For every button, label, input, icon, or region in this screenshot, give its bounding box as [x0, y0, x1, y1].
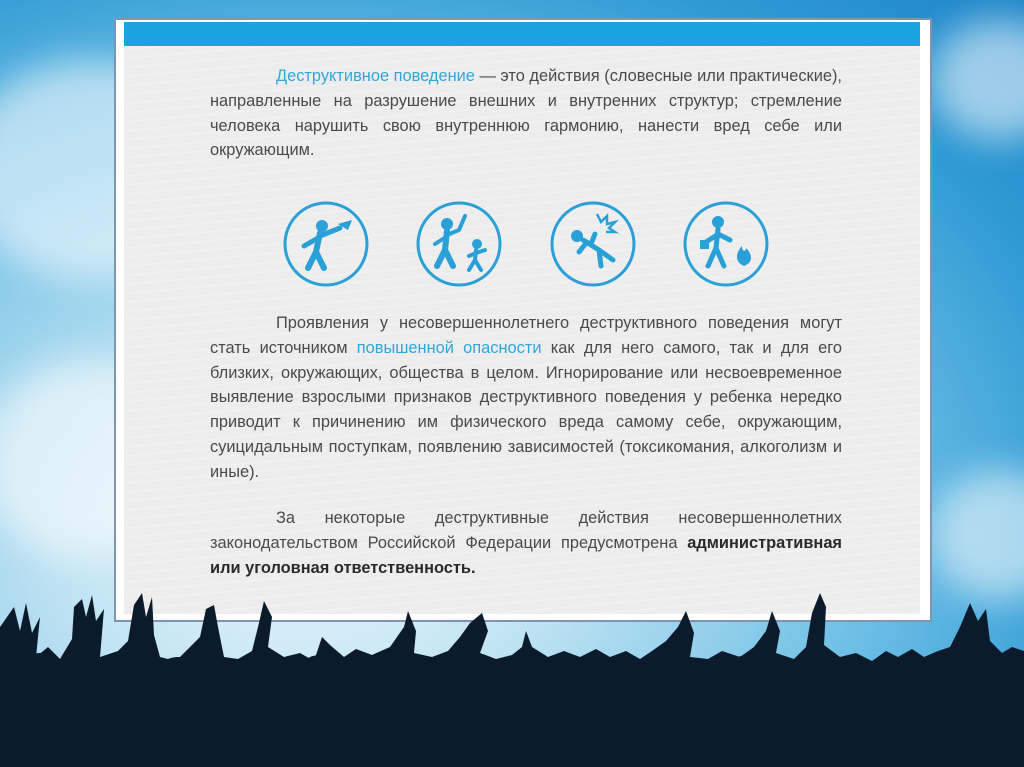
liability-bold-text: административная или уголовная ответственность. — [210, 533, 842, 577]
term-highlight: Деструктивное поведение — [276, 67, 475, 85]
behavior-icons — [274, 200, 794, 300]
consequences-text-end: как для него самого, так и для его близких, окружающих, общества в целом. Игнорирование или несвоевременное выявление взрослыми признаков деструктивного поведения у ребенка нередко приводит к причинению им физического вреда самому себе, окружающим, суицидальным поступкам, появлению зависимостей (токсикомания, алкоголизм и иные). — [210, 338, 842, 481]
definition-paragraph — [210, 64, 842, 163]
adult-chasing-child-icon — [415, 200, 503, 288]
definition-text: — это действия (словесные или практические), направленные на разрушение внешних и внутренних структур; стремление человека нарушить свою внутреннюю гармонию, нанести вред себе или окружающим. — [210, 67, 842, 160]
background-cloud — [930, 470, 1024, 600]
danger-highlight: повышенной опасности — [356, 338, 542, 357]
crowd-silhouette — [0, 587, 1024, 767]
content-card — [124, 22, 920, 614]
card-header-bar — [124, 22, 920, 46]
person-falling-icon — [549, 200, 637, 288]
liability-paragraph — [210, 506, 842, 580]
consequences-text-start: Проявления у несовершеннолетнего деструктивного поведения могут стать источником — [210, 314, 842, 357]
person-fighting-icon — [282, 200, 370, 288]
liability-text: За некоторые деструктивные действия несовершеннолетних законодательством Российской Федерации предусмотрена — [210, 509, 842, 552]
person-setting-fire-icon — [682, 200, 770, 288]
consequences-paragraph — [210, 311, 842, 485]
card-header-text — [512, 24, 542, 44]
background-cloud — [930, 20, 1024, 140]
